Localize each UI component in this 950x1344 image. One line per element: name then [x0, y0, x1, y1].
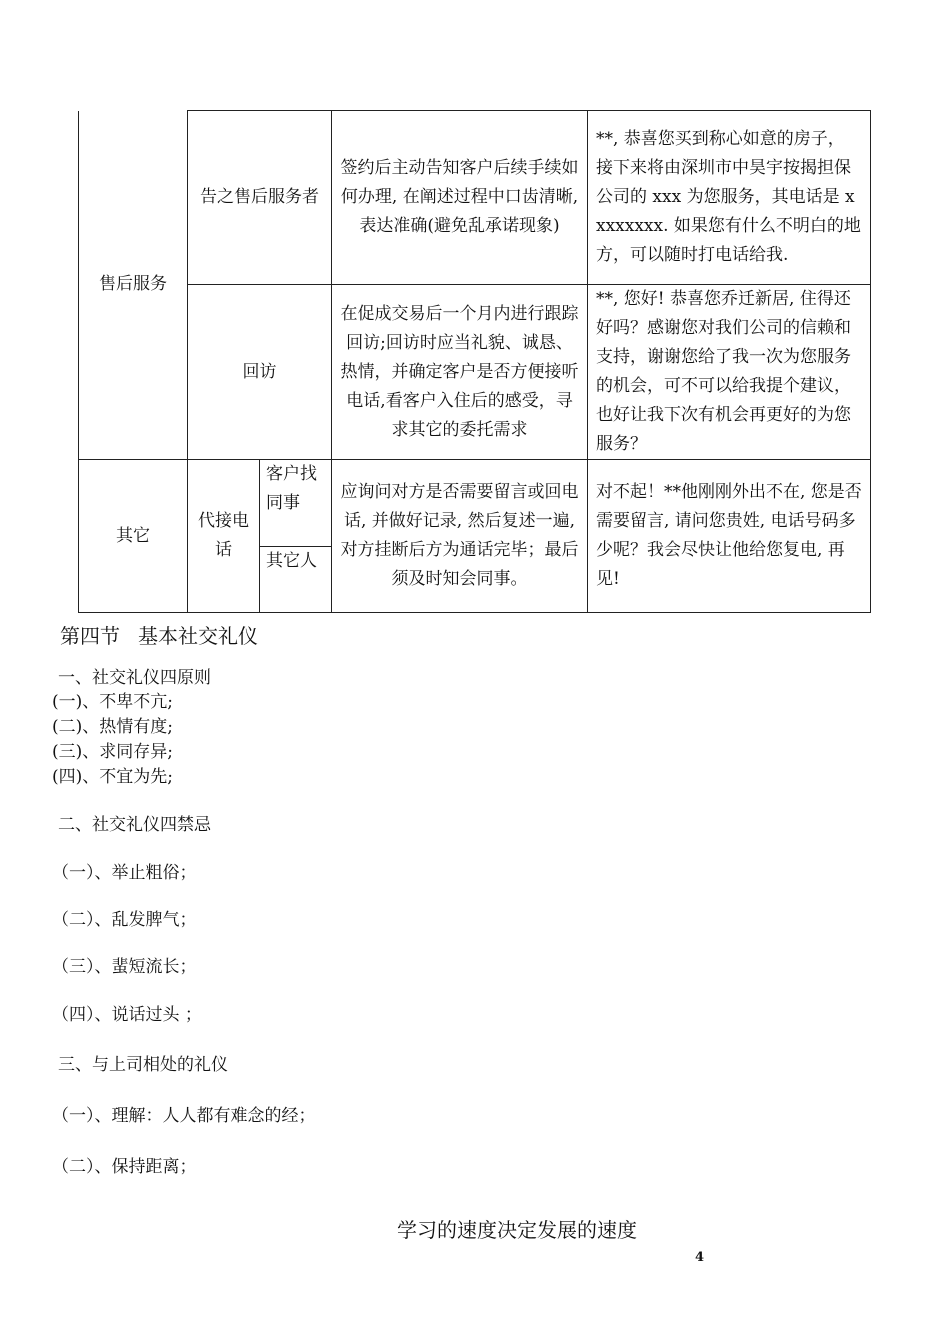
list-item: (二)、热情有度; — [52, 717, 173, 737]
sub-item-others: 其它人 — [260, 547, 332, 613]
section-number: 第四节 — [60, 624, 120, 648]
script-after-sales-notice: **, 恭喜您买到称心如意的房子， 接下来将由深圳市中昊宇按揭担保公司的 xxx 为您服务，其电话是 xxxxxxxx. 如果您有什么不明白的地方，可以随时打电话给我. — [588, 111, 871, 285]
section-heading — [60, 620, 258, 649]
script-follow-up: **, 您好! 恭喜您乔迁新居, 住得还好吗？感谢您对我们公司的信赖和支持，谢谢您给了我一次为您服务的机会，可不可以给我提个建议，也好让我下次有机会再更好的为您服务？ — [588, 285, 871, 460]
section-title: 基本社交礼仪 — [138, 624, 258, 648]
list-item: (四)、不宜为先; — [52, 767, 173, 787]
item-follow-up: 回访 — [188, 285, 332, 460]
requirement-follow-up: 在促成交易后一个月内进行跟踪回访;回访时应当礼貌、诚恳、热情，并确定客户是否方便接听电话,看客户入住后的感受，寻求其它的委托需求 — [332, 285, 588, 460]
list-item: (一)、不卑不亢; — [52, 692, 173, 712]
part1-heading: 一、社交礼仪四原则 — [58, 668, 211, 688]
item-answer-phone: 代接电话 — [188, 460, 260, 613]
part2-heading: 二、社交礼仪四禁忌 — [58, 815, 211, 835]
category-after-sales: 售后服务 — [79, 111, 188, 460]
list-item: （二）、保持距离； — [52, 1157, 197, 1177]
requirement-after-sales-notice: 签约后主动告知客户后续手续如何办理, 在阐述过程中口齿清晰, 表达准确(避免乱承诺现象) — [332, 111, 588, 285]
part3-heading: 三、与上司相处的礼仪 — [58, 1055, 228, 1075]
item-after-sales-notice: 告之售后服务者 — [188, 111, 332, 285]
list-item: （一）、理解：人人都有难念的经； — [52, 1106, 316, 1126]
list-item: （二）、乱发脾气； — [52, 910, 197, 930]
list-item: （三）、蜚短流长； — [52, 957, 197, 977]
requirement-answer-phone: 应询问对方是否需要留言或回电话, 并做好记录, 然后复述一遍, 对方挂断后方为通话完毕；最后须及时知会同事。 — [332, 460, 588, 613]
footer-motto: 学习的速度决定发展的速度 — [397, 1218, 637, 1242]
sub-item-colleague: 客户找同事 — [260, 460, 332, 547]
page-number: 4 — [695, 1250, 705, 1265]
service-table — [78, 110, 871, 613]
list-item: (三)、求同存异; — [52, 742, 173, 762]
list-item: （四）、说话过头 ； — [52, 1005, 202, 1025]
script-answer-phone: 对不起！**他刚刚外出不在, 您是否需要留言, 请问您贵姓, 电话号码多少呢？我会尽快让他给您复电, 再见! — [588, 460, 871, 613]
category-other: 其它 — [79, 460, 188, 613]
list-item: （一）、举止粗俗； — [52, 863, 197, 883]
